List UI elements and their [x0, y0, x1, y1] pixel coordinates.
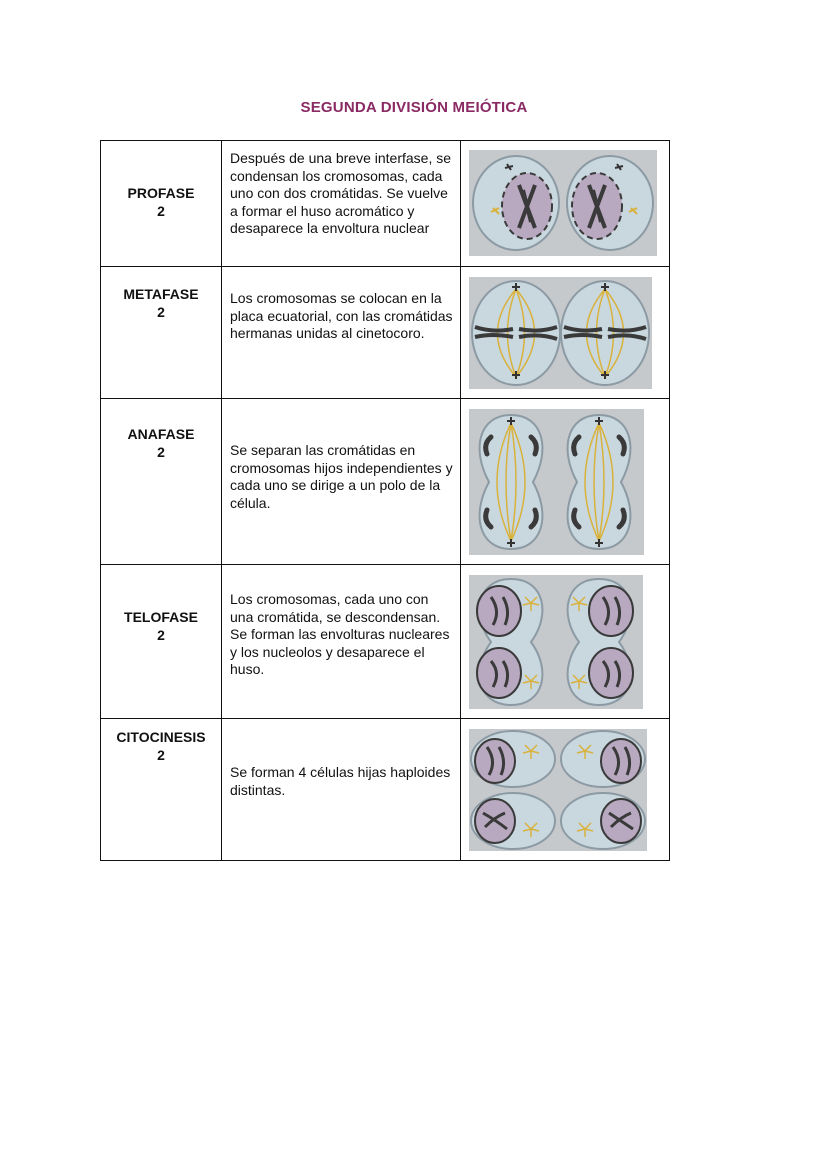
- phase-description-cell: [222, 565, 461, 719]
- phase-image-cell: [461, 399, 670, 565]
- table-row: [101, 399, 670, 565]
- table-row: [101, 141, 670, 267]
- phase-image-cell: [461, 565, 670, 719]
- phase-number: 2: [157, 627, 165, 643]
- phase-description: Los cromosomas se colocan en la placa ecuatorial, con las cromátidas hermanas unidas al cinetocoro.: [230, 290, 453, 342]
- table-row: [101, 719, 670, 861]
- cytokinesis-ii-illustration: [461, 719, 669, 851]
- meiosis-ii-table: [100, 140, 670, 861]
- phase-description: Se separan las cromátidas en cromosomas hijos independientes y cada uno se dirige a un polo de la célula.: [230, 442, 453, 511]
- phase-image-cell: [461, 267, 670, 399]
- phase-name: ANAFASE: [127, 426, 195, 442]
- phase-number: 2: [157, 444, 165, 460]
- phase-name-cell: [101, 399, 222, 565]
- phase-description-cell: [222, 141, 461, 267]
- table-row: [101, 565, 670, 719]
- phase-number: 2: [157, 304, 165, 320]
- page-title: SEGUNDA DIVISIÓN MEIÓTICA: [300, 99, 528, 116]
- phase-name-cell: [101, 719, 222, 861]
- phase-name: METAFASE: [123, 286, 199, 302]
- phase-number: 2: [157, 203, 165, 219]
- phase-name: CITOCINESIS: [116, 729, 206, 745]
- phase-description: Los cromosomas, cada uno con una cromátida, se descondensan. Se forman las envolturas nucleares y los nucleolos y desaparece el huso.: [230, 591, 450, 678]
- prophase-ii-illustration: [461, 141, 669, 256]
- anaphase-ii-illustration: [461, 399, 669, 555]
- phase-image-cell: [461, 719, 670, 861]
- table-row: [101, 267, 670, 399]
- phase-name-cell: [101, 565, 222, 719]
- telophase-ii-illustration: [461, 565, 669, 709]
- phase-name-cell: [101, 141, 222, 267]
- phase-description-cell: [222, 719, 461, 861]
- phase-name: TELOFASE: [124, 609, 198, 625]
- phase-description: Después de una breve interfase, se condensan los cromosomas, cada uno con dos cromátidas. Se vuelve a formar el huso acromático y desaparece la envoltura nuclear: [230, 150, 452, 237]
- phase-name: PROFASE: [127, 185, 195, 201]
- phase-number: 2: [157, 747, 165, 763]
- phase-description: Se forman 4 células hijas haploides distintas.: [230, 764, 451, 798]
- phase-description-cell: [222, 267, 461, 399]
- phase-name-cell: [101, 267, 222, 399]
- phase-description-cell: [222, 399, 461, 565]
- metaphase-ii-illustration: [461, 267, 669, 389]
- phase-image-cell: [461, 141, 670, 267]
